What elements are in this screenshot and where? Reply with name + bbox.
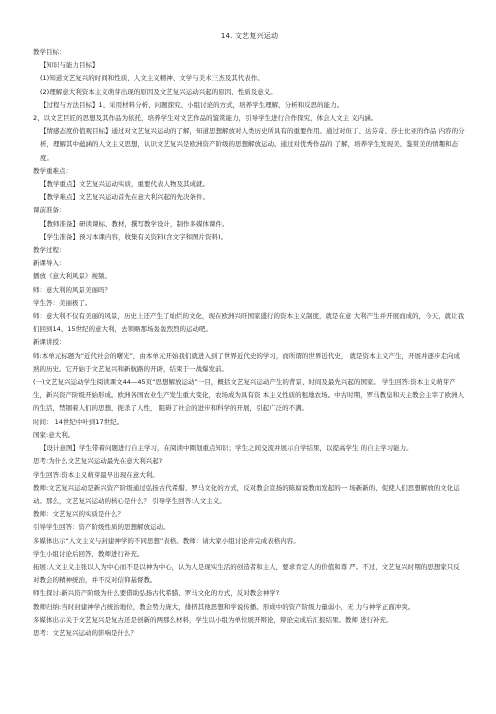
paragraph: 教学过程：	[33, 246, 66, 255]
paragraph: 思考:为什么文艺复兴运动最先在意大利兴起?	[33, 457, 163, 466]
paragraph: 教师:文艺复兴运动是新兴资产阶级通过弘扬古代希腊、罗马文化的方式，反对教会宣扬的陈腐说教而发起的一 场新新的、促使人们思想解放的文化运动。那么，文艺复兴运动的核心是什么？ 引导学生回答:人文主义。	[33, 483, 460, 505]
paragraph: (一)文艺复兴运动学生阅读课文44—45页“思想解放运动”一目，概括文艺复兴运动产生的背景、时间及最先兴起的国家。 学生回答:资本主义萌芽产生，新兴资产阶级开始形成。欧洲各国农业生产发生重大变化，农场成为具有资 本主义性质的租地农场。中古时期，罗马教皇和天主教会主宰了欧洲人的生活，禁锢着人们的思想，扼杀了人性， 阻碍了社会的进步和科学的开展，引起广泛的不满。	[33, 378, 465, 413]
paragraph: (2)理解意大利资本主义萌芽出现的原因及文艺复兴运动兴起的原因、性质及意义。	[40, 87, 277, 96]
paragraph: 学生小组讨论后回答，教师进行补充。	[33, 549, 144, 558]
paragraph: 2、以文艺巨匠的思想及其作品为依托，培养学生对文艺作品的鉴赏能力，引导学生进行合作探究，体会人文主 义内涵。	[33, 114, 378, 123]
paragraph: 教学目标：	[33, 48, 66, 56]
paragraph: 师生探讨:新兴资产阶级为什么要借助弘扬古代希腊、罗马文化的方式，反对教会神学?	[33, 589, 280, 598]
paragraph: 引导学生回答：资产阶级性质的思想解放运动。	[33, 523, 170, 532]
paragraph: 国家:意大利。	[33, 430, 75, 439]
paragraph: 教师归纳:当时封建神学占统治地位，教会势力庞大，排挤其他思想和学说传播。形成中的资产阶级力量弱小，无 力与神学正面冲突。	[33, 602, 415, 611]
paragraph: 教师：文艺复兴的实质是什么？	[33, 510, 124, 519]
paragraph: 师：意大利不仅有美丽的风景，历史上还产生了灿烂的文化，现在欧洲兴旺国家盛行的资本主义制度，就是在意 大利产生并开展而成的，今天，就让我们回到14、15世纪的意大利，去领略那场轰轰烈烈的运动吧。	[33, 312, 465, 334]
paragraph: 新课导入：	[33, 259, 66, 268]
paragraph: 【教学难点】文艺复兴运动首先在意大利兴起的先决条件。	[40, 193, 209, 202]
paragraph: 播放《意大利风景》视频。	[33, 272, 111, 281]
paragraph: 【过程与方法目标】1、采用材料分析、问题探究、小组讨论的方式，培养学生理解，分析和反思的能力。	[40, 100, 344, 109]
paragraph: 【教学重点】文艺复兴运动实质，重要代表人物及其成就。	[40, 180, 209, 189]
paragraph: (1)知道文艺复兴的时间和性质、人文主义精神、文学与美术三杰及其代表作。	[40, 74, 264, 83]
paragraph: 【设计意图】学生带着问题进行自主学习，在阅读中圈划重点知识；学生之间交流并展示自学结果，以提高学生 的自主学习能力。	[40, 444, 413, 453]
paragraph: 学生回答:资本主义萌芽最早出现在意大利。	[33, 470, 159, 479]
paragraph: 拓展:人文主义主张以人为中心而不是以神为中心，认为人是现实生活的创造者和主人，要求肯定人的价值和尊 严。不过，文艺复兴时期的思想家只反对教会的精神统治，并不反对信仰基督教。	[33, 562, 460, 585]
paragraph: 思考：文艺复兴运动的影响是什么？	[33, 628, 137, 637]
paragraph: 多媒体出示“人文主义与封建神学的不同思想”表格。教师：请大家小组讨论并完成表格内容。	[33, 536, 300, 545]
paragraph: 新课讲授：	[33, 338, 66, 347]
paragraph: 时间： 14世纪中叶到17世纪。	[33, 417, 124, 426]
paragraph: 师:本单元标题为“近代社会的曙光”，由本单元开始我们就进入到了世界近代史的学习，而所谓的世界近代史， 就是资本主义产生，开展并逐步走向成熟的历史。它开始于文艺复兴和新航路的开辟，结束于一战爆发前。	[33, 351, 460, 373]
paragraph: 多媒体出示关于文艺复兴是复古还是创新的两那么材料，学生以小组为单位展开辩论，辩论完成后汇报结果。教师 进行补充。	[33, 615, 393, 624]
paragraph: 课前准备：	[33, 206, 66, 215]
document-title: 14. 文艺复兴运动	[220, 32, 279, 40]
paragraph: 师：意大利的风景美丽吗？	[33, 285, 111, 294]
document-body	[33, 46, 466, 640]
paragraph: 【情感态度价值观目标】通过对文艺复兴运动的了解，知道思想解放对人类历史所具有的重要作用。通过对但丁、达芬奇、莎士比亚的作品 内容的分析，理解其中蕴涵的人文主义思想，认识文艺复兴是欧洲资产阶级的思想解放运动。通过对优秀作品的 了解，培养学生发现美、鉴赏美的情趣和态度。	[40, 127, 465, 162]
paragraph: 【教师准备】研读课标、教材，撰写教学设计，制作多媒体课件。	[40, 219, 229, 228]
paragraph: 学生答：美丽极了。	[33, 298, 92, 307]
paragraph: 【知识与能力目标】	[40, 61, 99, 70]
paragraph: 教学重难点：	[33, 166, 72, 175]
paragraph: 【学生准备】预习本课内容，收集有关资料(含文字和图片资料)。	[40, 232, 228, 241]
